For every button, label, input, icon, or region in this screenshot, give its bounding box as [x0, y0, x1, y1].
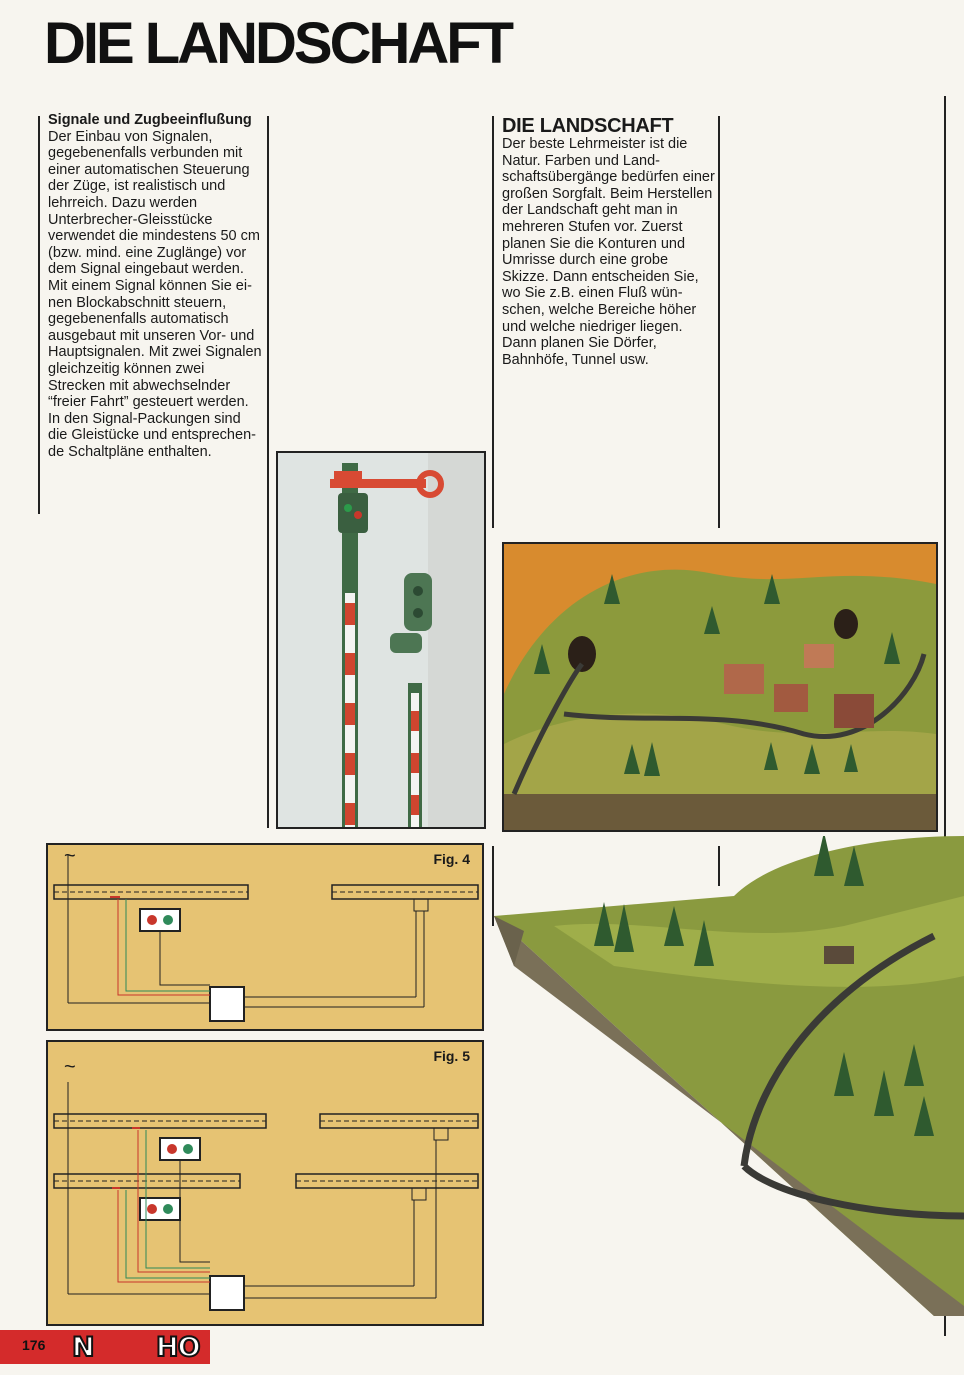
ac-symbol: ~ [64, 845, 76, 867]
fig4-schematic [48, 845, 482, 1029]
column-rule-2 [267, 116, 269, 828]
village-landscape-illustration [504, 544, 936, 830]
signal-photo [276, 451, 486, 829]
middle-article-body: Der beste Lehrmeister ist die Natur. Farben und Landschaftsübergänge bedürfen einer großen Sorgfalt. Beim Herstellen der Landschaft geht man in mehreren Stufen vor. Zuerst planen Sie die Konturen und Umrisse durch eine grobe Skizze. Dann entscheiden Sie, wo Sie z.B. einen Fluß wünschen, welche Bereiche höher und welche niedriger liegen. Dann planen Sie Dörfer, Bahnhöfe, Tunnel usw. [502, 136, 715, 368]
fig4-label: Fig. 4 [433, 851, 470, 867]
mountain-landscape-illustration [494, 836, 964, 1316]
wiring-diagram-fig4 [46, 843, 484, 1031]
left-article-body: Der Einbau von Signalen, gegebenenfalls verbunden mit einer automatischen Steuerung der Züge, ist realistisch und lehrreich. Dazu werden Unterbrecher-Gleisstücke verwendet die mindestens 50 cm (bzw. mind. eine Zuglänge) vor dem Signal eingebaut werden. Mit einem Signal können Sie einen Blockabschnitt steuern, gegebenenfalls automatisch ausgebaut mit unseren Vor- und Hauptsignalen. Mit zwei Signalen gleichzeitig können zwei Strecken mit abwechselnder “freier Fahrt” gesteuert werden. In den Signal-Packungen sind die Gleistücke und entsprechende Schaltpläne enthalten. [48, 128, 262, 460]
ac-symbol: ~ [64, 1056, 76, 1078]
middle-article-heading: DIE LANDSCHAFT [502, 115, 674, 137]
landscape-photo-mountain [494, 836, 964, 1316]
middle-article [502, 116, 718, 368]
scale-badge-ho: HO [156, 1332, 200, 1363]
scale-badge-n: N [72, 1332, 94, 1363]
page-title: DIE LANDSCHAFT [44, 11, 512, 76]
column-rule-left [38, 116, 40, 514]
page-number: 176 [22, 1337, 46, 1353]
left-article-heading: Signale und Zugbeeinflußung [48, 112, 252, 128]
landscape-photo-village [502, 542, 938, 832]
column-rule-4 [718, 116, 720, 528]
fig5-schematic [48, 1042, 482, 1324]
column-rule-3 [492, 116, 494, 528]
signal-illustration [278, 453, 484, 827]
left-article [48, 112, 264, 460]
wiring-diagram-fig5 [46, 1040, 484, 1326]
fig5-label: Fig. 5 [433, 1048, 470, 1064]
